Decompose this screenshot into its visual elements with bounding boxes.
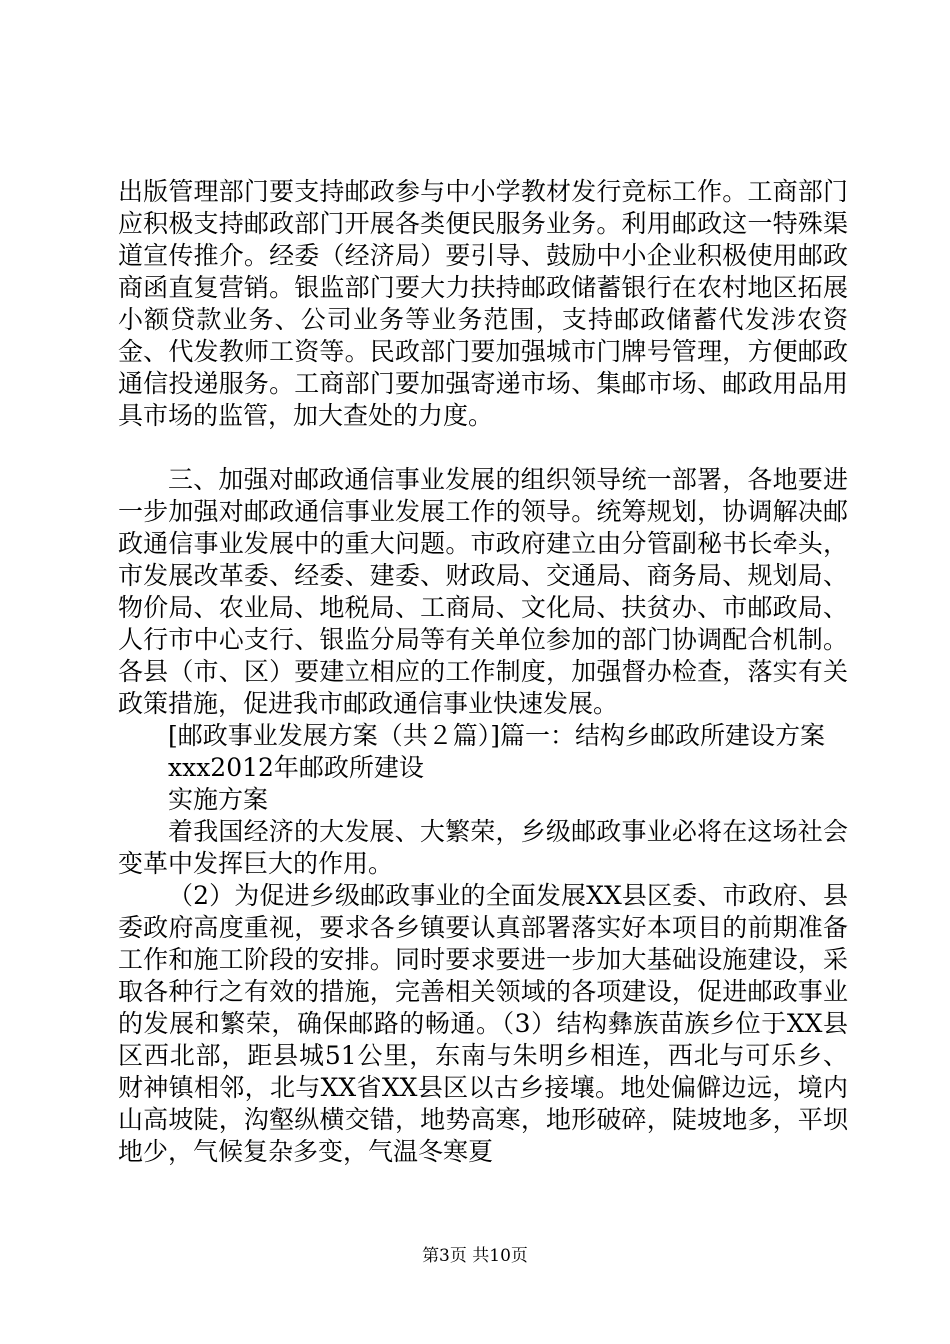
subheading-plan: 实施方案 [168, 785, 269, 814]
paragraph-policy-support: 出版管理部门要支持邮政参与中小学教材发行竞标工作。工商部门应积极支持邮政部门开展各类便民服务业务。利用邮政这一特殊渠道宣传推介。经委（经济局）要引导、鼓励中小企业积极使用邮政商函直复营销。银监部门要大力扶持邮政储蓄银行在农村地区拓展小额贷款业务、公司业务等业务范围，支持邮政储蓄代发涉农资金、代发教师工资等。民政部门要加强城市门牌号管理，方便邮政通信投递服务。工商部门要加强寄递市场、集邮市场、邮政用品用具市场的监管，加大查处的力度。 [118, 177, 848, 430]
page-number: 第3页 共10页 [422, 1246, 528, 1266]
paragraph-section-three: 三、加强对邮政通信事业发展的组织领导统一部署，各地要进一步加强对邮政通信事业发展工作的领导。统筹规划，协调解决邮政通信事业发展中的重大问题。市政府建立由分管副秘书长牵头，市发展改革委、经委、建委、财政局、交通局、商务局、规划局、物价局、农业局、地税局、工商局、文化局、扶贫办、市邮政局、人行市中心支行、银监分局等有关单位参加的部门协调配合机制。各县（市、区）要建立相应的工作制度，加强督办检查，落实有关政策措施，促进我市邮政通信事业快速发展。 [118, 465, 848, 718]
document-body [118, 176, 848, 1168]
section-heading: [邮政事业发展方案（共２篇）]篇一：结构乡邮政所建设方案 [168, 721, 826, 750]
paragraph-gap [118, 432, 848, 464]
paragraph-intro: 着我国经济的大发展、大繁荣，乡级邮政事业必将在这场社会变革中发挥巨大的作用。 [118, 817, 848, 878]
subheading-year: xxx2012年邮政所建设 [168, 753, 424, 782]
paragraph-background: （2）为促进乡级邮政事业的全面发展XX县区委、市政府、县委政府高度重视，要求各乡镇要认真部署落实好本项目的前期准备工作和施工阶段的安排。同时要求要进一步加大基础设施建设，采取各种行之有效的措施，完善相关领域的各项建设，促进邮政事业的发展和繁荣，确保邮路的畅通。（3）结构彝族苗族乡位于XX县区西北部，距县城51公里，东南与朱明乡相连，西北与可乐乡、财神镇相邻，北与XX省XX县区以古乡接壤。地处偏僻边远，境内山高坡陡，沟壑纵横交错，地势高寒，地形破碎，陡坡地多，平坝地少，气候复杂多变，气温冬寒夏 [118, 881, 848, 1166]
